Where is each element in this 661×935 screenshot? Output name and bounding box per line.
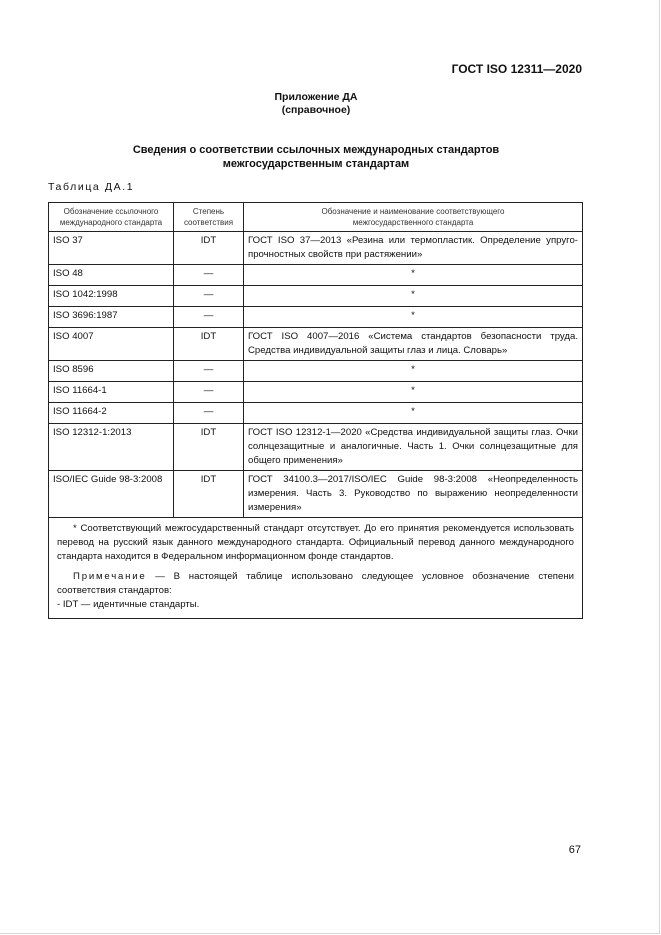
degree-cell: — <box>174 307 244 328</box>
degree-cell: IDT <box>174 232 244 265</box>
reference-standard-cell: ISO 3696:1987 <box>49 307 174 328</box>
interstate-standard-cell: ГОСТ ISO 37—2013 «Резина или термопластик. Определение упруго-прочностных свойств при растяжении» <box>244 232 583 265</box>
column-header-reference: Обозначение ссылочного международного стандарта <box>49 203 174 232</box>
table-notes-cell <box>49 518 583 619</box>
standards-table <box>48 202 583 619</box>
table-row <box>49 424 583 471</box>
table-row <box>49 286 583 307</box>
note-text: — В настоящей таблице использовано следующее условное обозначение степени соответствия стандартов: <box>57 571 574 596</box>
column-header-degree: Степень соответствия <box>174 203 244 232</box>
note-label: Примечание <box>73 571 147 582</box>
reference-standard-cell: ISO 37 <box>49 232 174 265</box>
annex-subtitle: (справочное) <box>281 104 351 116</box>
interstate-standard-cell: * <box>244 403 583 424</box>
table-row <box>49 232 583 265</box>
degree-cell: IDT <box>174 328 244 361</box>
interstate-standard-cell: ГОСТ ISO 12312-1—2020 «Средства индивидуальной защиты глаз. Очки солнцезащитные и аналогичные. Часть 1. Очки солнцезащитные для общего применения» <box>244 424 583 471</box>
page-title-line-2: межгосударственным стандартам <box>222 158 410 170</box>
annex-label: Приложение ДА <box>274 91 358 103</box>
table-row <box>49 471 583 518</box>
degree-cell: — <box>174 382 244 403</box>
reference-standard-cell: ISO 12312-1:2013 <box>49 424 174 471</box>
table-header-row <box>49 203 583 232</box>
table-row <box>49 361 583 382</box>
reference-standard-cell: ISO 11664-1 <box>49 382 174 403</box>
interstate-standard-cell: * <box>244 286 583 307</box>
table-caption: Таблица ДА.1 <box>48 181 135 193</box>
degree-cell: IDT <box>174 471 244 518</box>
reference-standard-cell: ISO 4007 <box>49 328 174 361</box>
table-row <box>49 265 583 286</box>
table-notes-row <box>49 518 583 619</box>
reference-standard-cell: ISO 11664-2 <box>49 403 174 424</box>
table-row <box>49 307 583 328</box>
interstate-standard-cell: * <box>244 265 583 286</box>
table-row <box>49 403 583 424</box>
interstate-standard-cell: ГОСТ 34100.3—2017/ISO/IEC Guide 98-3:2008 «Неопределенность измерения. Часть 3. Руководство по выражению неопределенности измерения» <box>244 471 583 518</box>
table-footnote: * Соответствующий межгосударственный стандарт отсутствует. До его принятия рекомендуется использовать перевод на русский язык данного международного стандарта. Официальный перевод данного международного стандарта находится в Федеральном информационном фонде стандартов. <box>57 523 574 562</box>
reference-standard-cell: ISO/IEC Guide 98-3:2008 <box>49 471 174 518</box>
interstate-standard-cell: * <box>244 382 583 403</box>
page-title-line-1: Сведения о соответствии ссылочных международных стандартов <box>132 144 500 156</box>
column-header-interstate-standard: Обозначение и наименование соответствующего межгосударственного стандарта <box>244 203 583 232</box>
degree-cell: — <box>174 286 244 307</box>
degree-cell: — <box>174 265 244 286</box>
table-row <box>49 382 583 403</box>
document-code: ГОСТ ISO 12311—2020 <box>451 62 582 76</box>
reference-standard-cell: ISO 48 <box>49 265 174 286</box>
interstate-standard-cell: * <box>244 361 583 382</box>
page-number: 67 <box>568 844 581 856</box>
degree-cell: — <box>174 361 244 382</box>
interstate-standard-cell: ГОСТ ISO 4007—2016 «Система стандартов безопасности труда. Средства индивидуальной защиты глаз и лица. Словарь» <box>244 328 583 361</box>
reference-standard-cell: ISO 8596 <box>49 361 174 382</box>
degree-cell: IDT <box>174 424 244 471</box>
note-list-item: - IDT — идентичные стандарты. <box>57 599 200 610</box>
degree-cell: — <box>174 403 244 424</box>
interstate-standard-cell: * <box>244 307 583 328</box>
annex-title <box>0 91 632 117</box>
table-row <box>49 328 583 361</box>
reference-standard-cell: ISO 1042:1998 <box>49 286 174 307</box>
page-title <box>0 143 632 171</box>
table-note <box>57 570 574 598</box>
